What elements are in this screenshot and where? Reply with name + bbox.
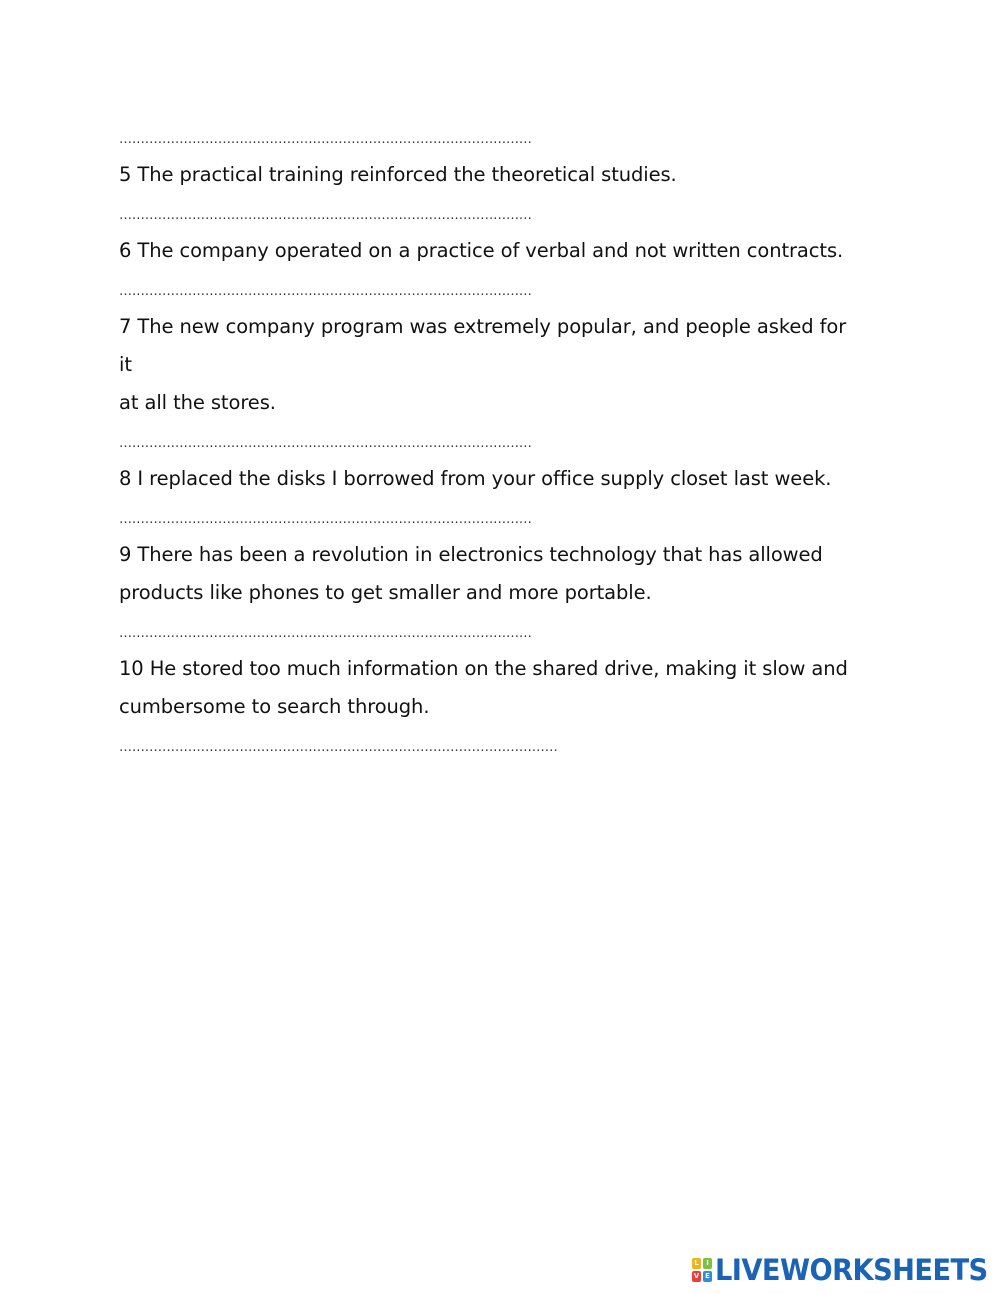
question-10 [119,650,859,726]
question-5 [119,156,859,194]
logo-text: LIVEWORKSHEETS [715,1253,988,1287]
question-text-continued: cumbersome to search through. [119,695,430,718]
question-text: 8 I replaced the disks I borrowed from your office supply closet last week. [119,467,832,490]
question-text: 5 The practical training reinforced the theoretical studies. [119,163,677,186]
question-6 [119,232,859,270]
question-text: 9 There has been a revolution in electronics technology that has allowed [119,543,823,566]
question-7 [119,308,859,422]
answer-line[interactable]: …………………………………………………………………………………… [119,132,532,147]
answer-line[interactable]: …………………………………………………………………………………… [119,208,532,223]
question-9 [119,536,859,612]
liveworksheets-logo [692,1255,1000,1285]
question-text: 10 He stored too much information on the shared drive, making it slow and [119,657,848,680]
question-text-continued: products like phones to get smaller and more portable. [119,581,652,604]
answer-line[interactable]: …………………………………………………………………………………… [119,512,532,527]
question-8 [119,460,859,498]
answer-line[interactable]: …………………………………………………………………………………… [119,436,532,451]
question-text: 7 The new company program was extremely popular, and people asked for it [119,315,847,376]
exercise-list [119,118,859,764]
liveworksheets-logo-icon [692,1258,712,1282]
logo-cell-l: L [692,1258,701,1269]
logo-cell-i: I [703,1258,712,1269]
question-text-continued: at all the stores. [119,391,276,414]
logo-cell-v: V [693,1272,700,1280]
answer-line[interactable]: ………………………………………………………………………………………… [119,740,558,755]
logo-cell-e: E [703,1271,712,1282]
question-text: 6 The company operated on a practice of verbal and not written contracts. [119,239,844,262]
answer-line[interactable]: …………………………………………………………………………………… [119,284,532,299]
answer-line[interactable]: …………………………………………………………………………………… [119,626,532,641]
